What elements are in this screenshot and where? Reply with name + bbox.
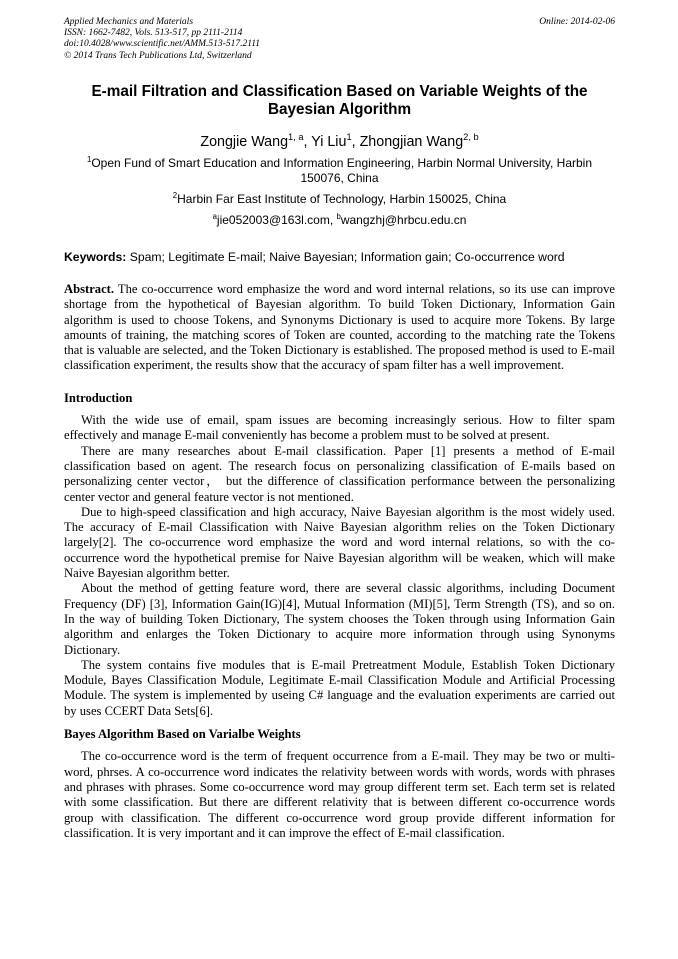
- keywords: [64, 250, 615, 265]
- copyright-line: © 2014 Trans Tech Publications Ltd, Switzerland: [64, 50, 252, 61]
- paper-title: E-mail Filtration and Classification Based on Variable Weights of the Bayesian Algorithm: [91, 82, 588, 119]
- affiliation-text: Harbin Far East Institute of Technology, Harbin 150025, China: [177, 192, 507, 207]
- author-name: Zongjie Wang: [200, 133, 289, 150]
- body-paragraph: Due to high-speed classification and high accuracy, Naive Bayesian algorithm is the most widely used. The accuracy of E-mail Classification with Naive Bayesian algorithm relies on the Token Dictionary largely[2]. The co-occurrence word emphasize the word and word internal relations, so with the co-occurrence word the hypothetical premise for Naive Bayesian algorithm will be weaken, which will make Naive Bayesian algorithm better.: [64, 504, 615, 581]
- body-paragraph: With the wide use of email, spam issues are becoming increasingly serious. How to filter spam effectively and manage E-mail conveniently has become a problem must to be solved at present.: [64, 413, 615, 443]
- author-name: Yi Liu: [311, 133, 347, 150]
- author-superscript: 1: [346, 132, 352, 143]
- abstract: [64, 282, 615, 374]
- affiliation-mark: 2: [172, 191, 178, 201]
- email-a: jie052003@163l.com,: [216, 213, 337, 228]
- keywords-text: Spam; Legitimate E-mail; Naive Bayesian; Information gain; Co-occurrence word: [126, 250, 565, 264]
- affiliation-2: [64, 192, 615, 207]
- journal-name: Applied Mechanics and Materials: [64, 17, 194, 27]
- keywords-label: Keywords:: [64, 250, 127, 264]
- author-name: Zhongjian Wang: [359, 133, 464, 150]
- author-emails: [64, 213, 615, 228]
- email-mark: b: [336, 212, 341, 222]
- email-mark: a: [212, 212, 217, 222]
- running-head: [64, 0, 615, 62]
- author-list: [64, 134, 615, 151]
- abstract-text: The co-occurrence word emphasize the word and word internal relations, so its use can improve shortage from the hypothetical of Bayesian algorithm. To build Token Dictionary, Information Gain algorithm is used to choose Tokens, and Synonyms Dictionary is used to acquire more Tokens. By large amounts of training, the matching scores of Token are counted, according to the matching rate the Tokens that is valuable are selected, and the Token Dictionary is established. The proposed method is used to E-mail classification experiment, the results show that the accuracy of spam filter has a well improvement.: [64, 282, 615, 373]
- body-paragraph: The co-occurrence word is the term of frequent occurrence from a E-mail. They may be two or multi-word, phrses. A co-occurrence word indicates the relativity between words with words, words with phrases and phrases with phrases. Some co-occurrence word may group different term set. Each term set is related with some classification. But there are different relativity that is between different co-occurrence words group with classification. The different co-occurrence word group provide different information for classification. It is very important and it can improve the effect of E-mail classification.: [64, 749, 615, 840]
- online-date: Online: 2014-02-06: [539, 17, 615, 27]
- doi-line: doi:10.4028/www.scientific.net/AMM.513-517.2111: [64, 39, 261, 50]
- affiliation-text: Open Fund of Smart Education and Information Engineering, Harbin Normal University, Harbin 150076, China: [91, 155, 593, 185]
- body-paragraph: There are many researches about E-mail classification. Paper [1] presents a method of E-mail classification based on agent. The research focus on personalizing classification of E-mails based on personalizing center vector， but the difference of classification performance between the personalizing center vector and general feature vector is not mentioned.: [64, 443, 615, 504]
- section-heading-bayes: Bayes Algorithm Based on Varialbe Weights: [64, 727, 301, 742]
- author-superscript: 1, a: [288, 132, 304, 143]
- body-paragraph: About the method of getting feature word, there are several classic algorithms, including Document Frequency (DF) [3], Information Gain(IG)[4], Mutual Information (MI)[5], Term Strength (TS), and so on. In the way of building Token Dictionary, The system chooses the Token through using Information Gain algorithm and enlarges the Token Dictionary to acquire more information through using Synonyms Dictionary.: [64, 581, 615, 657]
- section-heading-introduction: Introduction: [64, 390, 133, 405]
- author-separator: ,: [303, 133, 312, 150]
- issn-line: ISSN: 1662-7482, Vols. 513-517, pp 2111-2114: [64, 28, 243, 39]
- author-separator: ,: [351, 133, 360, 150]
- author-superscript: 2, b: [463, 132, 479, 143]
- email-b: wangzhj@hrbcu.edu.cn: [340, 213, 467, 228]
- affiliation-1: [64, 156, 615, 186]
- abstract-label: Abstract.: [64, 282, 115, 296]
- affiliation-mark: 1: [86, 154, 92, 164]
- body-paragraph: The system contains five modules that is E-mail Pretreatment Module, Establish Token Dictionary Module, Bayes Classification Module, Legitimate E-mail Classification Module and Artificial Processing Module. The system is implemented by useing C# language and the evaluation experiments are carried out by uses CCERT Data Sets[6].: [64, 657, 615, 718]
